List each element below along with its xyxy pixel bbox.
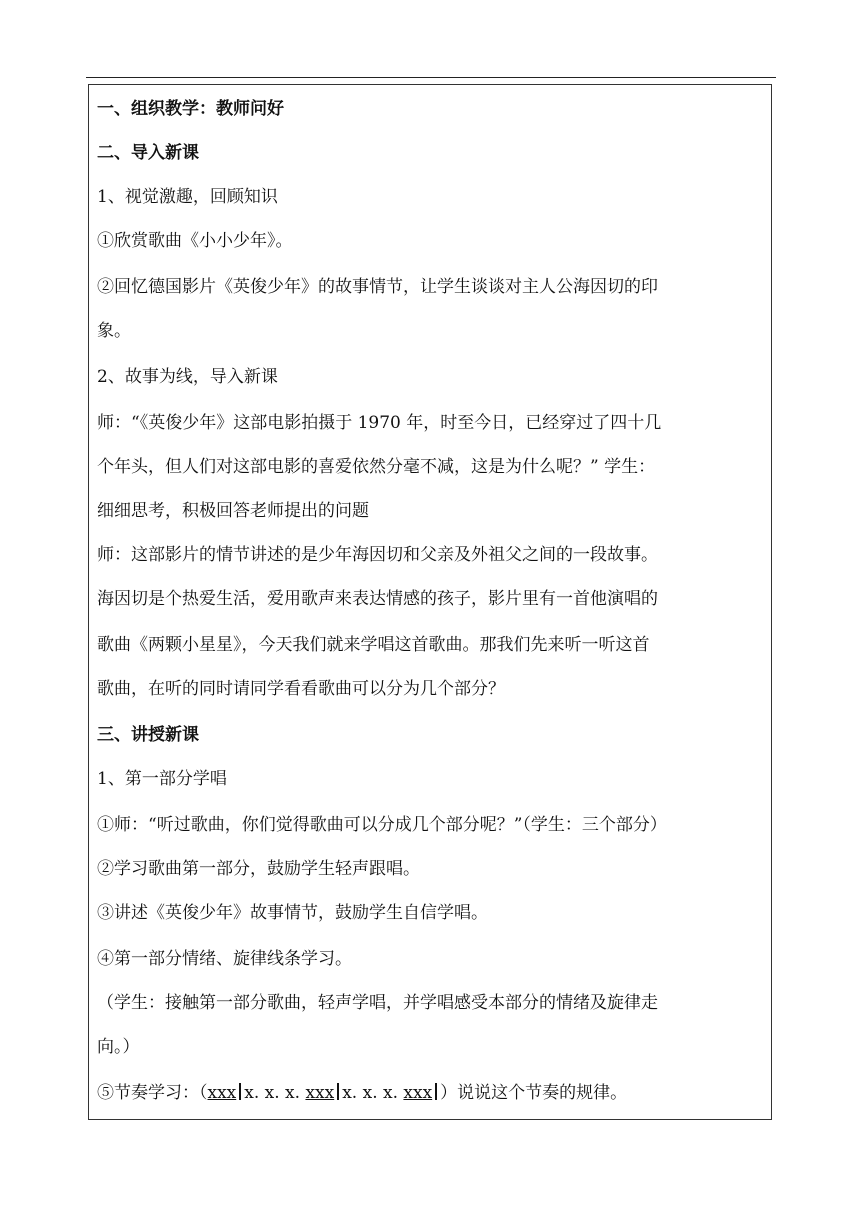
rhythm-suffix: ）说说这个节奏的规律。: [440, 1083, 628, 1103]
barline: [239, 1083, 241, 1100]
paragraph-line: 1、视觉激趣，回顾知识: [97, 187, 278, 207]
barline: [435, 1083, 437, 1100]
paragraph-line: 向。）: [97, 1037, 140, 1057]
paragraph-line: 2、故事为线，导入新课: [97, 367, 278, 387]
paragraph-line: 象。: [97, 321, 131, 341]
paragraph-line: 个年头，但人们对这部电影的喜爱依然分毫不减，这是为什么呢？” 学生：: [97, 457, 656, 477]
paragraph-line: 海因切是个热爱生活，爱用歌声来表达情感的孩子，影片里有一首他演唱的: [97, 589, 658, 609]
header-rule: [86, 77, 776, 78]
rhythm-prefix: ⑤节奏学习：（: [97, 1083, 208, 1103]
paragraph-line: 1、第一部分学唱: [97, 769, 227, 789]
rhythm-notes: x. x. x.: [342, 1083, 404, 1103]
rhythm-group: xxx: [207, 1083, 237, 1103]
rhythm-line: [97, 1080, 627, 1106]
paragraph-line: 师：这部影片的情节讲述的是少年海因切和父亲及外祖父之间的一段故事。: [97, 545, 658, 565]
rhythm-group: xxx: [403, 1083, 433, 1103]
paragraph-line: ①师：“听过歌曲，你们觉得歌曲可以分成几个部分呢？”（学生：三个部分）: [97, 815, 667, 835]
rhythm-notes: x. x. x.: [244, 1083, 306, 1103]
paragraph-line: 师：“《英俊少年》这部电影拍摄于 1970 年，时至今日，已经穿过了四十几: [97, 413, 662, 433]
paragraph-line: 歌曲，在听的同时请同学看看歌曲可以分为几个部分？: [97, 679, 505, 699]
paragraph-line: ①欣赏歌曲《小小少年》。: [97, 231, 293, 251]
section-heading-2: 二、导入新课: [97, 143, 199, 163]
section-heading-3: 三、讲授新课: [97, 725, 199, 745]
paragraph-line: 歌曲《两颗小星星》，今天我们就来学唱这首歌曲。那我们先来听一听这首: [97, 635, 650, 655]
paragraph-line: ④第一部分情绪、旋律线条学习。: [97, 949, 352, 969]
paragraph-line: ③讲述《英俊少年》故事情节，鼓励学生自信学唱。: [97, 903, 488, 923]
paragraph-line: （学生：接触第一部分歌曲，轻声学唱，并学唱感受本部分的情绪及旋律走: [97, 993, 658, 1013]
section-heading-1: 一、组织教学：教师问好: [97, 99, 284, 119]
paragraph-line: 细细思考，积极回答老师提出的问题: [97, 501, 369, 521]
rhythm-group: xxx: [305, 1083, 335, 1103]
paragraph-line: ②学习歌曲第一部分，鼓励学生轻声跟唱。: [97, 859, 420, 879]
barline: [337, 1083, 339, 1100]
paragraph-line: ②回忆德国影片《英俊少年》的故事情节，让学生谈谈对主人公海因切的印: [97, 277, 658, 297]
